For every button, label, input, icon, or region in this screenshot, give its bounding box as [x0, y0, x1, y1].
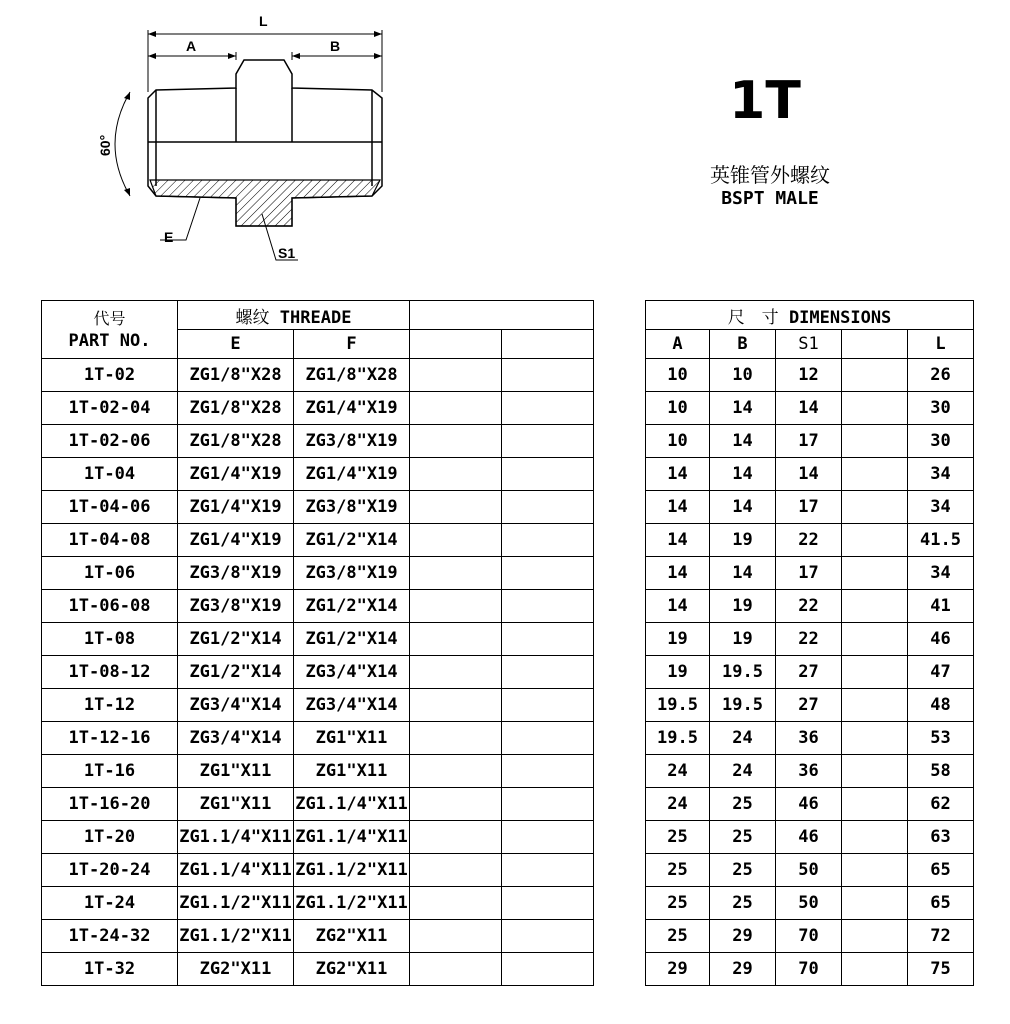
cell-part-no: 1T-06 [42, 557, 178, 590]
cell-dim-B: 25 [710, 887, 776, 920]
cell-thread-E: ZG3/4"X14 [178, 689, 294, 722]
cell-dim-L: 30 [908, 392, 974, 425]
table-row [42, 689, 974, 722]
spec-table-wrapper [41, 300, 974, 986]
cell-dim-L: 75 [908, 953, 974, 986]
cell-thread-E: ZG1/2"X14 [178, 623, 294, 656]
empty-cell [502, 590, 594, 623]
thread-header [178, 301, 410, 330]
subtitle-english: BSPT MALE [721, 188, 819, 209]
empty-cell [410, 656, 502, 689]
cell-dim-B: 29 [710, 920, 776, 953]
cell-dim-S1: 50 [776, 887, 842, 920]
col-header-A: A [646, 330, 710, 359]
table-row [42, 887, 974, 920]
table-row [42, 359, 974, 392]
dimensions-header-en: DIMENSIONS [788, 307, 892, 328]
empty-cell [410, 359, 502, 392]
gap-cell [594, 301, 646, 330]
empty-cell [502, 392, 594, 425]
cell-thread-F: ZG2"X11 [294, 953, 410, 986]
empty-cell [410, 821, 502, 854]
cell-dim-L: 63 [908, 821, 974, 854]
empty-header-cell [410, 330, 502, 359]
cell-dim-B: 14 [710, 392, 776, 425]
empty-cell [842, 821, 908, 854]
empty-cell [842, 887, 908, 920]
cell-dim-B: 14 [710, 491, 776, 524]
cell-dim-S1: 50 [776, 854, 842, 887]
cell-part-no: 1T-12-16 [42, 722, 178, 755]
cell-part-no: 1T-16-20 [42, 788, 178, 821]
cell-dim-A: 25 [646, 821, 710, 854]
part-no-header [42, 301, 178, 359]
empty-cell [842, 755, 908, 788]
dim-label-angle: 60° [97, 134, 113, 156]
dim-label-B: B [330, 38, 341, 54]
cell-dim-B: 10 [710, 359, 776, 392]
cell-part-no: 1T-24-32 [42, 920, 178, 953]
cell-dim-S1: 70 [776, 920, 842, 953]
cell-thread-E: ZG1/8"X28 [178, 392, 294, 425]
table-row [42, 491, 974, 524]
cell-thread-E: ZG1/4"X19 [178, 491, 294, 524]
cell-dim-L: 34 [908, 458, 974, 491]
gap-cell [594, 821, 646, 854]
cell-dim-S1: 27 [776, 689, 842, 722]
dimensions-header [646, 301, 974, 330]
gap-cell [594, 623, 646, 656]
spec-table [41, 300, 974, 986]
col-header-L: L [908, 330, 974, 359]
cell-part-no: 1T-16 [42, 755, 178, 788]
empty-header-cell [410, 301, 594, 330]
empty-cell [502, 359, 594, 392]
cell-dim-S1: 46 [776, 821, 842, 854]
fitting-drawing [0, 0, 520, 280]
empty-cell [502, 557, 594, 590]
table-row [42, 854, 974, 887]
cell-dim-S1: 14 [776, 392, 842, 425]
empty-cell [410, 491, 502, 524]
empty-cell [502, 524, 594, 557]
empty-cell [410, 755, 502, 788]
cell-dim-B: 14 [710, 425, 776, 458]
cell-thread-F: ZG2"X11 [294, 920, 410, 953]
empty-cell [502, 854, 594, 887]
table-row [42, 392, 974, 425]
gap-cell [594, 590, 646, 623]
empty-cell [410, 557, 502, 590]
cell-dim-A: 24 [646, 788, 710, 821]
cell-part-no: 1T-12 [42, 689, 178, 722]
cell-dim-S1: 46 [776, 788, 842, 821]
cell-thread-E: ZG1/8"X28 [178, 359, 294, 392]
cell-part-no: 1T-24 [42, 887, 178, 920]
cell-dim-B: 25 [710, 821, 776, 854]
cell-dim-L: 41.5 [908, 524, 974, 557]
gap-cell [594, 392, 646, 425]
cell-dim-L: 65 [908, 887, 974, 920]
empty-cell [410, 920, 502, 953]
cell-thread-F: ZG3/4"X14 [294, 656, 410, 689]
gap-cell [594, 656, 646, 689]
cell-thread-F: ZG1/4"X19 [294, 392, 410, 425]
cell-dim-S1: 17 [776, 425, 842, 458]
cell-dim-L: 58 [908, 755, 974, 788]
cell-dim-S1: 70 [776, 953, 842, 986]
cell-dim-A: 25 [646, 887, 710, 920]
empty-cell [842, 953, 908, 986]
table-body [42, 301, 974, 986]
empty-cell [842, 458, 908, 491]
cell-dim-A: 10 [646, 392, 710, 425]
empty-cell [502, 887, 594, 920]
cell-dim-L: 65 [908, 854, 974, 887]
table-row [42, 557, 974, 590]
empty-cell [502, 920, 594, 953]
cell-thread-E: ZG3/8"X19 [178, 590, 294, 623]
cell-dim-B: 19 [710, 623, 776, 656]
part-no-header-en: PART NO. [68, 330, 151, 351]
cell-thread-F: ZG1/2"X14 [294, 590, 410, 623]
empty-cell [410, 722, 502, 755]
empty-cell [502, 491, 594, 524]
cell-thread-E: ZG1.1/4"X11 [178, 821, 294, 854]
cell-thread-F: ZG1.1/2"X11 [294, 854, 410, 887]
cell-thread-F: ZG1/8"X28 [294, 359, 410, 392]
cell-dim-L: 47 [908, 656, 974, 689]
gap-cell [594, 953, 646, 986]
cell-part-no: 1T-20 [42, 821, 178, 854]
dim-label-A: A [186, 38, 197, 54]
cell-dim-S1: 36 [776, 755, 842, 788]
empty-cell [842, 722, 908, 755]
empty-cell [502, 788, 594, 821]
empty-cell [502, 425, 594, 458]
cell-dim-A: 24 [646, 755, 710, 788]
dim-label-S1: S1 [278, 245, 296, 261]
empty-cell [410, 590, 502, 623]
cell-part-no: 1T-04 [42, 458, 178, 491]
col-header-E: E [178, 330, 294, 359]
col-header-B: B [710, 330, 776, 359]
empty-cell [842, 920, 908, 953]
cell-thread-E: ZG1"X11 [178, 755, 294, 788]
gap-cell [594, 330, 646, 359]
table-row [42, 590, 974, 623]
gap-cell [594, 557, 646, 590]
cell-dim-L: 46 [908, 623, 974, 656]
empty-cell [410, 623, 502, 656]
cell-thread-E: ZG1.1/2"X11 [178, 920, 294, 953]
cell-thread-F: ZG1/2"X14 [294, 524, 410, 557]
gap-cell [594, 425, 646, 458]
header-row-1 [42, 301, 974, 330]
cell-thread-E: ZG1.1/2"X11 [178, 887, 294, 920]
cell-thread-F: ZG3/8"X19 [294, 425, 410, 458]
empty-cell [842, 689, 908, 722]
cell-dim-A: 29 [646, 953, 710, 986]
empty-cell [842, 359, 908, 392]
cell-thread-E: ZG1.1/4"X11 [178, 854, 294, 887]
cell-dim-A: 25 [646, 920, 710, 953]
cell-thread-E: ZG1"X11 [178, 788, 294, 821]
gap-cell [594, 524, 646, 557]
col-header-F: F [294, 330, 410, 359]
empty-cell [502, 953, 594, 986]
cell-thread-F: ZG1.1/4"X11 [294, 821, 410, 854]
cell-thread-F: ZG1"X11 [294, 722, 410, 755]
subtitle-chinese: 英锥管外螺纹 [710, 163, 830, 187]
cell-part-no: 1T-04-08 [42, 524, 178, 557]
cell-dim-S1: 22 [776, 524, 842, 557]
table-row [42, 722, 974, 755]
cell-part-no: 1T-02-04 [42, 392, 178, 425]
cell-dim-A: 19.5 [646, 722, 710, 755]
table-row [42, 623, 974, 656]
cell-dim-S1: 22 [776, 590, 842, 623]
empty-cell [410, 788, 502, 821]
empty-cell [502, 656, 594, 689]
table-row [42, 920, 974, 953]
cell-dim-B: 24 [710, 722, 776, 755]
section-hatch [150, 180, 380, 226]
empty-cell [410, 524, 502, 557]
cell-thread-F: ZG3/4"X14 [294, 689, 410, 722]
gap-cell [594, 722, 646, 755]
cell-dim-B: 25 [710, 788, 776, 821]
cell-thread-F: ZG1.1/4"X11 [294, 788, 410, 821]
thread-header-cn: 螺纹 [235, 307, 270, 328]
cell-dim-A: 19 [646, 656, 710, 689]
cell-dim-A: 14 [646, 458, 710, 491]
gap-cell [594, 491, 646, 524]
table-row [42, 425, 974, 458]
empty-cell [502, 722, 594, 755]
cell-part-no: 1T-08 [42, 623, 178, 656]
cell-dim-S1: 27 [776, 656, 842, 689]
cell-dim-B: 29 [710, 953, 776, 986]
cell-dim-A: 10 [646, 359, 710, 392]
table-row [42, 821, 974, 854]
empty-cell [410, 953, 502, 986]
cell-dim-L: 72 [908, 920, 974, 953]
cell-dim-B: 25 [710, 854, 776, 887]
table-row [42, 458, 974, 491]
cell-dim-B: 19.5 [710, 656, 776, 689]
table-row [42, 953, 974, 986]
cell-thread-F: ZG3/8"X19 [294, 557, 410, 590]
gap-cell [594, 458, 646, 491]
cell-thread-E: ZG2"X11 [178, 953, 294, 986]
thread-header-en: THREADE [279, 307, 352, 328]
cell-part-no: 1T-08-12 [42, 656, 178, 689]
empty-cell [502, 755, 594, 788]
cell-dim-A: 14 [646, 557, 710, 590]
dimensions-header-cn: 尺 寸 [727, 307, 779, 328]
cell-thread-E: ZG1/4"X19 [178, 458, 294, 491]
empty-cell [502, 689, 594, 722]
cell-dim-L: 53 [908, 722, 974, 755]
cell-dim-S1: 17 [776, 557, 842, 590]
cell-thread-F: ZG3/8"X19 [294, 491, 410, 524]
cell-part-no: 1T-04-06 [42, 491, 178, 524]
cell-part-no: 1T-02-06 [42, 425, 178, 458]
cell-thread-F: ZG1/4"X19 [294, 458, 410, 491]
table-row [42, 524, 974, 557]
cell-dim-B: 14 [710, 557, 776, 590]
cell-thread-F: ZG1.1/2"X11 [294, 887, 410, 920]
cell-dim-B: 19 [710, 524, 776, 557]
cell-part-no: 1T-06-08 [42, 590, 178, 623]
cell-thread-F: ZG1"X11 [294, 755, 410, 788]
cell-dim-A: 14 [646, 590, 710, 623]
cell-dim-A: 10 [646, 425, 710, 458]
empty-cell [410, 425, 502, 458]
empty-cell [502, 458, 594, 491]
cell-dim-S1: 17 [776, 491, 842, 524]
cell-thread-E: ZG3/4"X14 [178, 722, 294, 755]
cell-dim-S1: 12 [776, 359, 842, 392]
empty-cell [842, 425, 908, 458]
empty-cell [842, 557, 908, 590]
empty-cell [842, 524, 908, 557]
cell-thread-E: ZG1/8"X28 [178, 425, 294, 458]
cell-dim-A: 19 [646, 623, 710, 656]
gap-cell [594, 887, 646, 920]
empty-cell [410, 392, 502, 425]
table-row [42, 788, 974, 821]
empty-header-cell [842, 330, 908, 359]
empty-cell [842, 623, 908, 656]
cell-dim-B: 14 [710, 458, 776, 491]
table-row [42, 755, 974, 788]
cell-part-no: 1T-02 [42, 359, 178, 392]
gap-cell [594, 920, 646, 953]
empty-cell [842, 491, 908, 524]
dim-label-L: L [259, 13, 268, 29]
empty-cell [410, 689, 502, 722]
dim-label-E: E [164, 229, 174, 245]
empty-cell [410, 458, 502, 491]
empty-cell [842, 392, 908, 425]
empty-cell [502, 623, 594, 656]
empty-cell [842, 788, 908, 821]
header-row-2 [42, 330, 974, 359]
cell-part-no: 1T-32 [42, 953, 178, 986]
empty-cell [502, 821, 594, 854]
cell-thread-E: ZG1/2"X14 [178, 656, 294, 689]
cell-dim-A: 14 [646, 491, 710, 524]
empty-cell [410, 854, 502, 887]
cell-dim-L: 48 [908, 689, 974, 722]
cell-dim-A: 14 [646, 524, 710, 557]
cell-thread-E: ZG3/8"X19 [178, 557, 294, 590]
empty-header-cell [502, 330, 594, 359]
empty-cell [842, 590, 908, 623]
cell-dim-S1: 22 [776, 623, 842, 656]
col-header-S1: S1 [776, 330, 842, 359]
gap-cell [594, 359, 646, 392]
cell-thread-F: ZG1/2"X14 [294, 623, 410, 656]
gap-cell [594, 854, 646, 887]
empty-cell [842, 854, 908, 887]
empty-cell [842, 656, 908, 689]
cell-dim-L: 34 [908, 557, 974, 590]
cell-dim-A: 25 [646, 854, 710, 887]
cell-dim-A: 19.5 [646, 689, 710, 722]
cell-dim-B: 19 [710, 590, 776, 623]
cell-dim-B: 24 [710, 755, 776, 788]
cell-dim-L: 30 [908, 425, 974, 458]
cell-dim-L: 41 [908, 590, 974, 623]
gap-cell [594, 689, 646, 722]
cell-dim-S1: 14 [776, 458, 842, 491]
part-no-header-cn: 代号 [93, 308, 126, 328]
cell-dim-L: 34 [908, 491, 974, 524]
gap-cell [594, 755, 646, 788]
cell-dim-S1: 36 [776, 722, 842, 755]
cell-dim-L: 26 [908, 359, 974, 392]
cell-dim-L: 62 [908, 788, 974, 821]
empty-cell [410, 887, 502, 920]
cell-dim-B: 19.5 [710, 689, 776, 722]
cell-part-no: 1T-20-24 [42, 854, 178, 887]
gap-cell [594, 788, 646, 821]
table-row [42, 656, 974, 689]
cell-thread-E: ZG1/4"X19 [178, 524, 294, 557]
model-code: 1T [729, 71, 801, 131]
